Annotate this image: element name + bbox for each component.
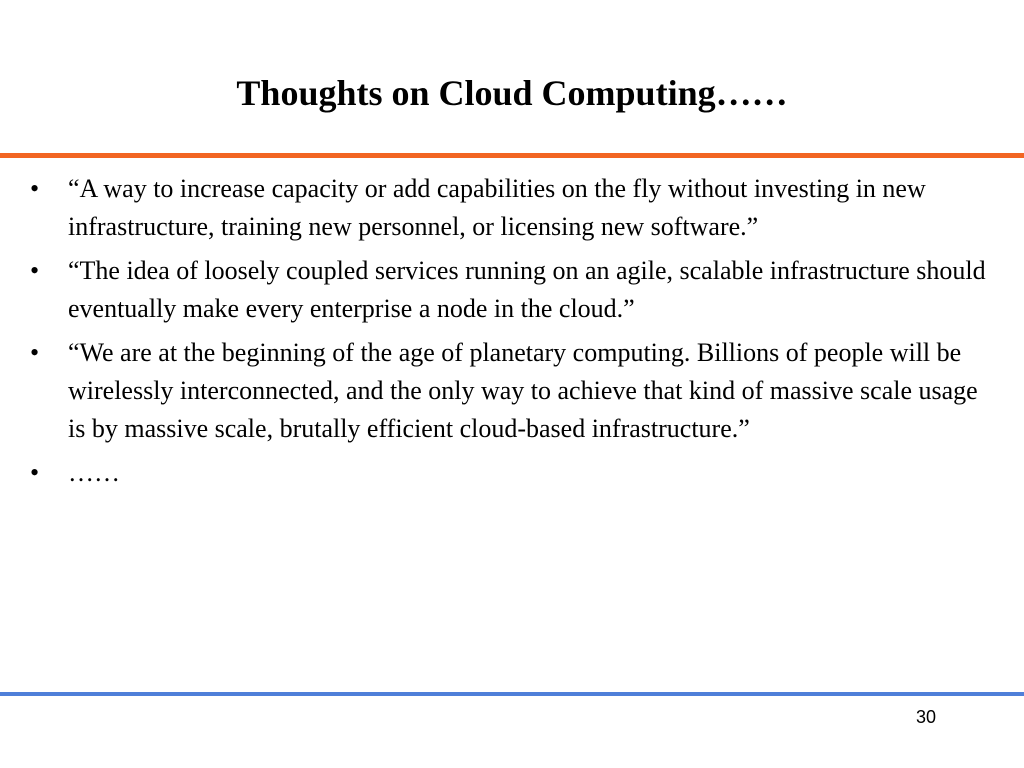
bullet-item	[30, 252, 990, 328]
bullet-item	[30, 170, 990, 246]
bullet-text: “The idea of loosely coupled services running on an agile, scalable infrastructure should eventually make every enterprise a node in the cloud.”	[68, 256, 986, 323]
bullet-marker: •	[30, 338, 40, 367]
bullet-text: “We are at the beginning of the age of planetary computing. Billions of people will be wirelessly interconnected, and the only way to achieve that kind of massive scale usage is by massive scale, brutally efficient cloud-based infrastructure.”	[68, 338, 978, 443]
bullet-text: “A way to increase capacity or add capabilities on the fly without investing in new infrastructure, training new personnel, or licensing new software.”	[68, 174, 926, 241]
bullet-text: ……	[68, 458, 120, 487]
bullet-item	[30, 334, 990, 448]
bottom-divider	[0, 692, 1024, 696]
page-number: 30	[915, 707, 936, 727]
slide-title: Thoughts on Cloud Computing……	[236, 73, 788, 113]
bullet-marker: •	[30, 256, 40, 285]
bullet-marker: •	[30, 174, 40, 203]
bullet-item	[30, 454, 990, 492]
bullet-marker: •	[30, 458, 40, 487]
top-divider	[0, 153, 1024, 158]
bullet-list	[30, 170, 990, 498]
